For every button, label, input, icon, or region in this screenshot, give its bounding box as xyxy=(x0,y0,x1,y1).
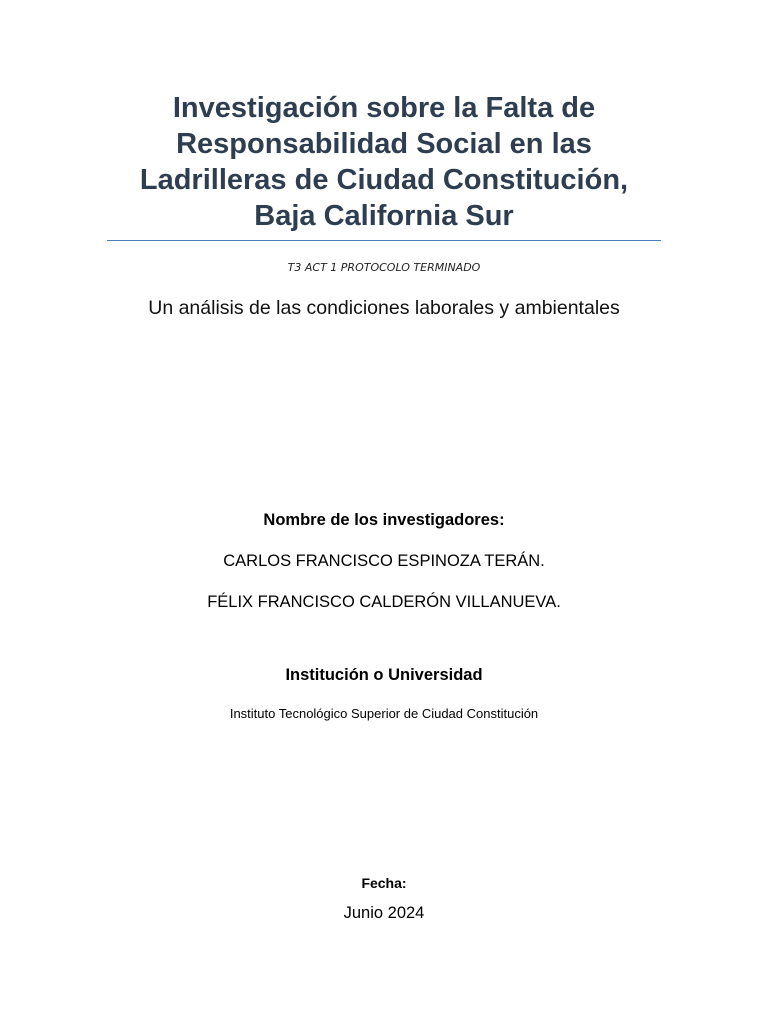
institution-label: Institución o Universidad xyxy=(285,666,483,684)
researcher-name: FÉLIX FRANCISCO CALDERÓN VILLANUEVA. xyxy=(207,593,561,611)
researcher-name: CARLOS FRANCISCO ESPINOZA TERÁN. xyxy=(223,552,545,570)
document-title: Investigación sobre la Falta de Responsabilidad Social en las Ladrilleras de Ciudad Constitución, Baja California Sur xyxy=(139,92,629,232)
title-underline xyxy=(107,240,661,241)
institution-name: Instituto Tecnológico Superior de Ciudad Constitución xyxy=(229,706,539,721)
date-value: Junio 2024 xyxy=(343,904,425,922)
document-tag: T3 ACT 1 PROTOCOLO TERMINADO xyxy=(287,261,481,274)
document-subtitle: Un análisis de las condiciones laborales y ambientales xyxy=(148,297,620,319)
date-label: Fecha: xyxy=(361,875,407,891)
researchers-label: Nombre de los investigadores: xyxy=(263,511,505,529)
